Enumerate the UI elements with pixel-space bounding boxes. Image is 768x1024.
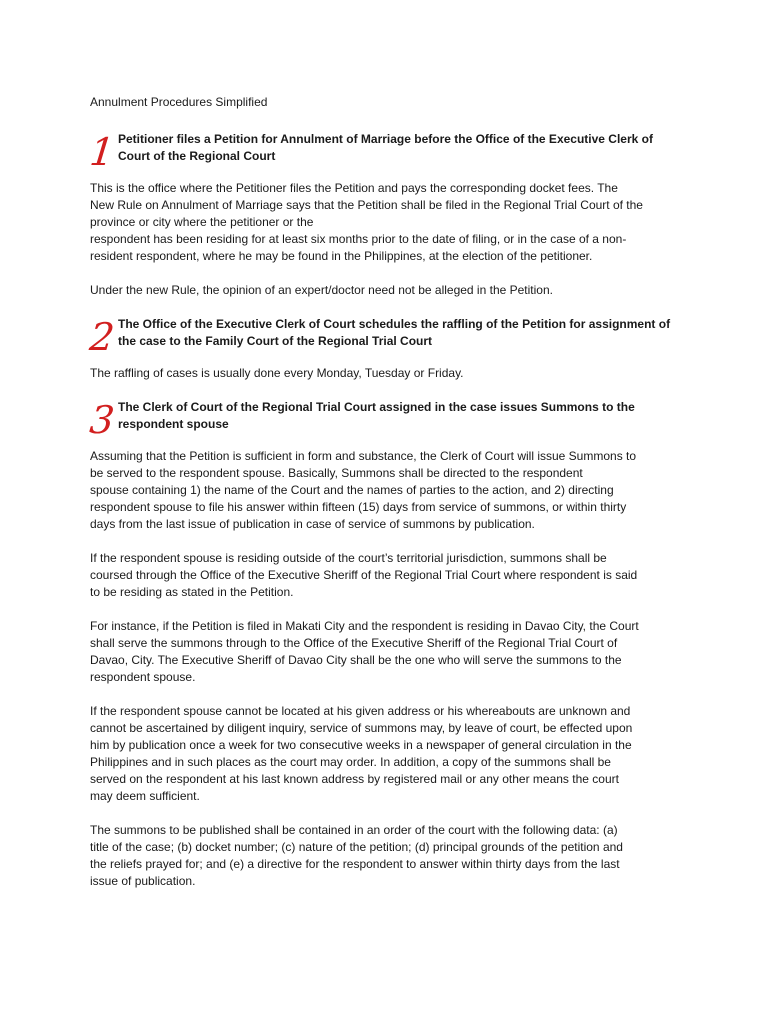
paragraph xyxy=(90,550,688,601)
step-heading-3 xyxy=(118,399,688,433)
paragraph-line: Philippines and in such places as the court may order. In addition, a copy of the summons shall be xyxy=(90,755,611,769)
step-3 xyxy=(87,398,688,442)
paragraph-line: province or city where the petitioner or the xyxy=(90,215,314,229)
paragraph-line: coursed through the Office of the Executive Sheriff of the Regional Trial Court where respondent is said xyxy=(90,568,638,582)
step-number-3: 3 xyxy=(87,398,117,442)
paragraph xyxy=(90,282,688,299)
step-number-2: 2 xyxy=(87,315,117,359)
paragraph-line: respondent spouse to file his answer within fifteen (15) days from service of summons, or within thirty xyxy=(90,500,627,514)
paragraph xyxy=(90,448,688,533)
step-heading-line: Petitioner files a Petition for Annulment of Marriage before the Office of the Executive Clerk of xyxy=(118,132,653,146)
paragraph xyxy=(90,618,688,686)
step-2 xyxy=(87,315,688,359)
paragraph-line: Assuming that the Petition is sufficient in form and substance, the Clerk of Court will issue Summons to xyxy=(90,449,637,463)
paragraph-line: This is the office where the Petitioner files the Petition and pays the corresponding docket fees. The xyxy=(90,181,618,195)
paragraph xyxy=(90,822,688,890)
step-heading-line: the case to the Family Court of the Regional Trial Court xyxy=(118,334,433,348)
step-heading-2 xyxy=(118,316,688,350)
paragraph-line: The summons to be published shall be contained in an order of the court with the following data: (a) xyxy=(90,823,618,837)
paragraph-line: the reliefs prayed for; and (e) a directive for the respondent to answer within thirty days from the last xyxy=(90,857,620,871)
paragraph-line: served on the respondent at his last known address by registered mail or any other means the court xyxy=(90,772,619,786)
paragraph-line: be served to the respondent spouse. Basically, Summons shall be directed to the respondent xyxy=(90,466,583,480)
paragraph xyxy=(90,180,688,265)
paragraph-line: Davao, City. The Executive Sheriff of Davao City shall be the one who will serve the summons to the xyxy=(90,653,622,667)
paragraph-line: him by publication once a week for two consecutive weeks in a newspaper of general circulation in the xyxy=(90,738,632,752)
paragraph-line: For instance, if the Petition is filed in Makati City and the respondent is residing in Davao City, the Court xyxy=(90,619,639,633)
paragraph-line: cannot be ascertained by diligent inquiry, service of summons may, by leave of court, be effected upon xyxy=(90,721,633,735)
paragraph-line: spouse containing 1) the name of the Court and the names of parties to the action, and 2) directing xyxy=(90,483,614,497)
paragraph-line: title of the case; (b) docket number; (c) nature of the petition; (d) principal grounds of the petition and xyxy=(90,840,623,854)
paragraph-line: may deem sufficient. xyxy=(90,789,200,803)
paragraph-line: respondent has been residing for at least six months prior to the date of filing, or in the case of a non- xyxy=(90,232,627,246)
paragraph-line: The raffling of cases is usually done every Monday, Tuesday or Friday. xyxy=(90,366,464,380)
step-heading-line: The Office of the Executive Clerk of Court schedules the raffling of the Petition for assignment of xyxy=(118,317,671,331)
paragraph-line: respondent spouse. xyxy=(90,670,196,684)
paragraph-line: New Rule on Annulment of Marriage says that the Petition shall be filed in the Regional Trial Court of the xyxy=(90,198,643,212)
step-heading-line: respondent spouse xyxy=(118,417,229,431)
paragraph-line: Under the new Rule, the opinion of an expert/doctor need not be alleged in the Petition. xyxy=(90,283,553,297)
paragraph-line: days from the last issue of publication in case of service of summons by publication. xyxy=(90,517,535,531)
step-heading-1 xyxy=(118,131,688,165)
paragraph-line: shall serve the summons through to the Office of the Executive Sheriff of the Regional Trial Court of xyxy=(90,636,618,650)
step-heading-line: The Clerk of Court of the Regional Trial Court assigned in the case issues Summons to the xyxy=(118,400,635,414)
paragraph-line: If the respondent spouse is residing outside of the court’s territorial jurisdiction, summons shall be xyxy=(90,551,607,565)
paragraph-line: If the respondent spouse cannot be located at his given address or his whereabouts are unknown and xyxy=(90,704,631,718)
paragraph-line: resident respondent, where he may be found in the Philippines, at the election of the petitioner. xyxy=(90,249,593,263)
step-1 xyxy=(87,130,688,174)
document-title: Annulment Procedures Simplified xyxy=(90,95,268,109)
paragraph xyxy=(90,365,688,382)
paragraph xyxy=(90,703,688,805)
paragraph-line: to be residing as stated in the Petition. xyxy=(90,585,294,599)
paragraph-line: issue of publication. xyxy=(90,874,196,888)
step-number-1: 1 xyxy=(87,130,117,174)
step-heading-line: Court of the Regional Court xyxy=(118,149,276,163)
